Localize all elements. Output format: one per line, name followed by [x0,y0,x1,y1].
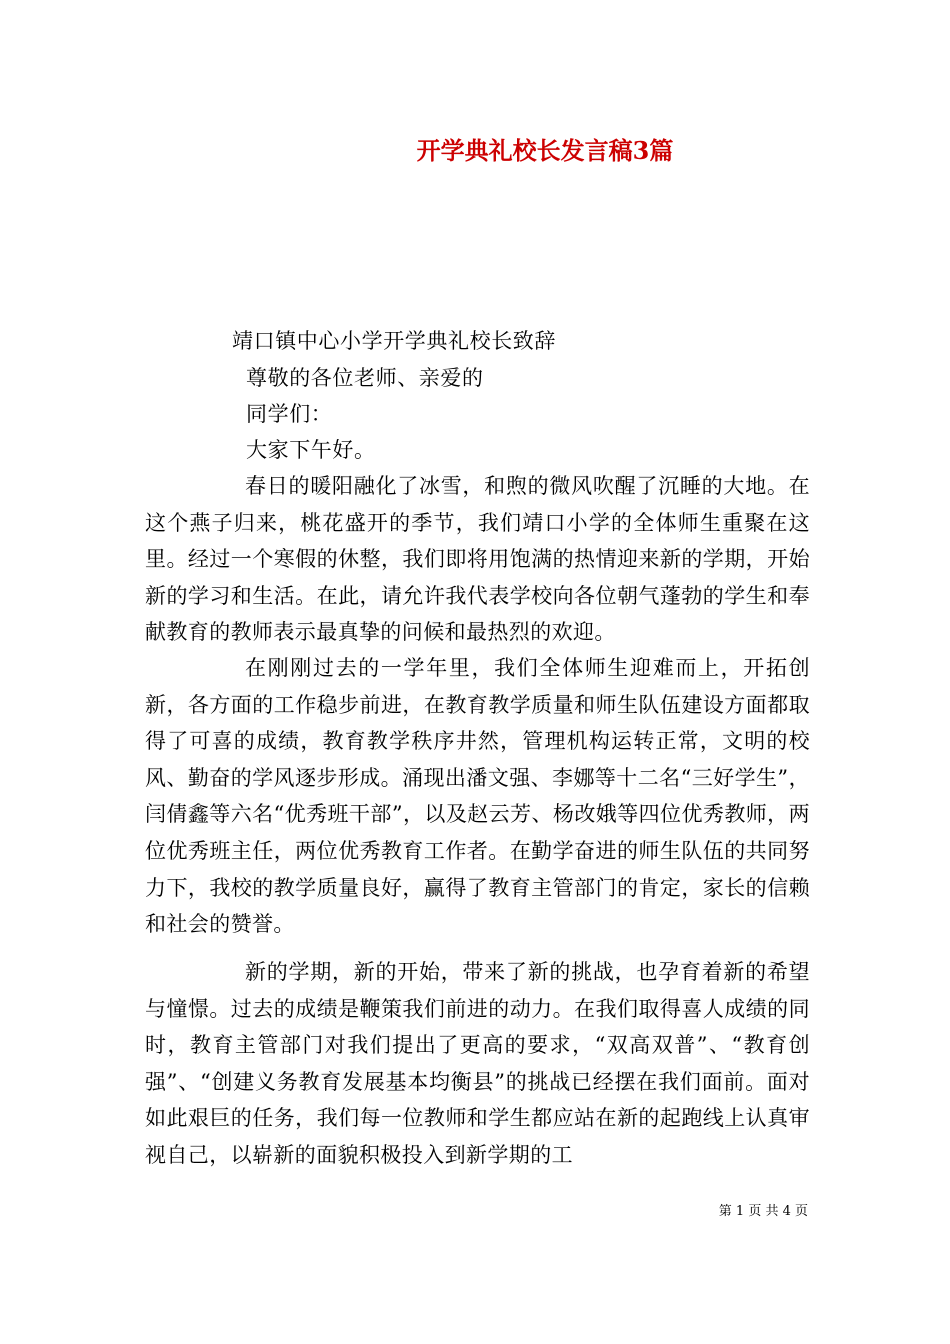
salutation-line-1: 尊敬的各位老师、亲爱的 [246,366,484,390]
body-paragraph-1: 春日的暖阳融化了冰雪，和煦的微风吹醒了沉睡的大地。在这个燕子归来，桃花盛开的季节，我们靖口小学的全体师生重聚在这里。经过一个寒假的休整，我们即将用饱满的热情迎来新的学期，开始新的学习和生活。在此，请允许我代表学校向各位朝气蓬勃的学生和奉献教育的教师表示最真挚的问候和最热烈的欢迎。 [145,474,810,645]
page-number-footer: 第 1 页 共 4 页 [718,1204,808,1219]
greeting-line: 大家下午好。 [246,438,376,462]
body-paragraph-2: 在刚刚过去的一学年里，我们全体师生迎难而上，开拓创新，各方面的工作稳步前进，在教育教学质量和师生队伍建设方面都取得了可喜的成绩，教育教学秩序井然，管理机构运转正常，文明的校风、勤奋的学风逐步形成。涌现出潘文强、李娜等十二名“三好学生”，闫倩鑫等六名“优秀班干部”，以及赵云芳、杨改娥等四位优秀教师，两位优秀班主任，两位优秀教育工作者。在勤学奋进的师生队伍的共同努力下，我校的教学质量良好，赢得了教育主管部门的肯定，家长的信赖和社会的赞誉。 [145,656,810,937]
speech-heading: 靖口镇中心小学开学典礼校长致辞 [232,329,556,353]
document-title: 开学典礼校长发言稿3篇 [416,136,674,165]
salutation-line-2: 同学们： [246,402,333,426]
body-paragraph-3: 新的学期，新的开始，带来了新的挑战，也孕育着新的希望与憧憬。过去的成绩是鞭策我们前进的动力。在我们取得喜人成绩的同时，教育主管部门对我们提出了更高的要求，“双高双普”、“教育创强”、“创建义务教育发展基本均衡县”的挑战已经摆在我们面前。面对如此艰巨的任务，我们每一位教师和学生都应站在新的起跑线上认真审视自己，以崭新的面貌积极投入到新学期的工 [145,960,810,1167]
